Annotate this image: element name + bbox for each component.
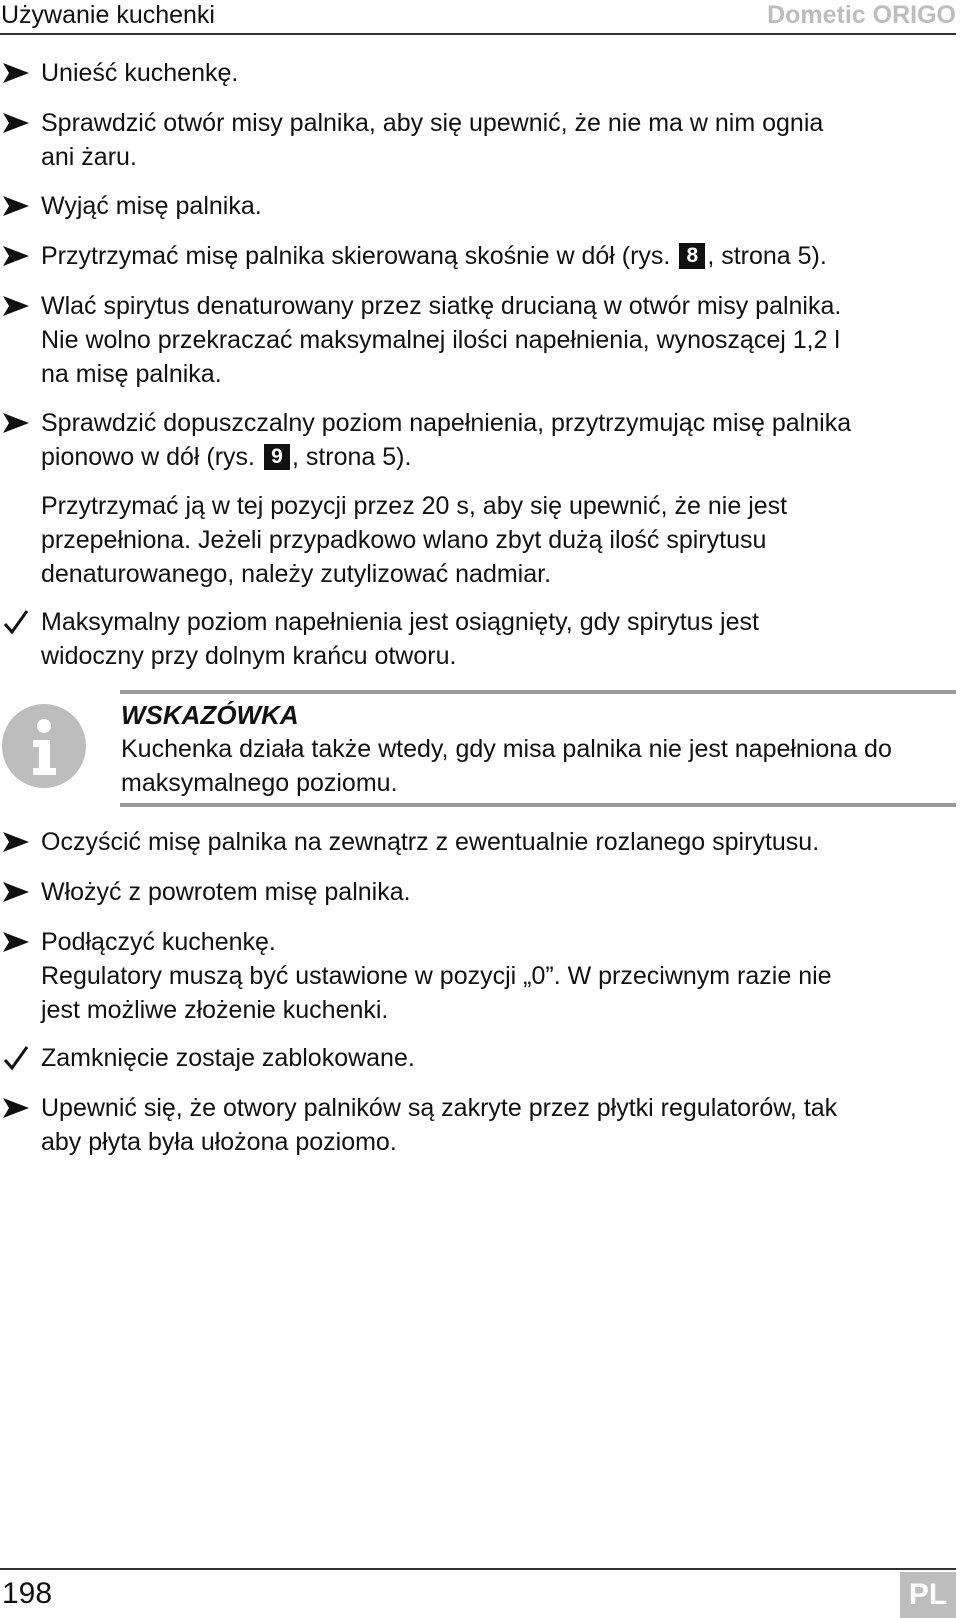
header-divider xyxy=(0,33,956,35)
step-text: Sprawdzić otwór misy palnika, aby się upewnić, że nie ma w nim ognia ani żaru. xyxy=(41,109,824,171)
step-text-before: Sprawdzić dopuszczalny poziom napełnienia, przytrzymując misę palnika pionowo w dół (rys. xyxy=(41,409,852,471)
footer-divider xyxy=(0,1568,956,1570)
step-text: Włożyć z powrotem misę palnika. xyxy=(41,878,411,906)
info-icon xyxy=(0,702,88,790)
step-text-before: Przytrzymać misę palnika skierowaną skośnie w dół (rys. xyxy=(41,242,671,270)
instruction-step xyxy=(0,1091,960,1159)
instruction-step xyxy=(0,925,960,1027)
section-title: Używanie kuchenki xyxy=(1,1,215,29)
note-box xyxy=(0,690,960,806)
note-body: Kuchenka działa także wtedy, gdy misa palnika nie jest napełniona do maksymalnego poziomu. xyxy=(121,735,892,797)
check-icon xyxy=(2,605,36,639)
arrow-icon xyxy=(2,289,36,323)
step-text xyxy=(41,239,953,273)
note-divider-top xyxy=(120,690,956,694)
step-text: Oczyścić misę palnika na zewnątrz z ewentualnie rozlanego spirytusu. xyxy=(41,828,820,856)
step-text: Wlać spirytus denaturowany przez siatkę drucianą w otwór misy palnika. Nie wolno przekraczać maksymalnej ilości napełnienia, wynoszącej 1,2 l na misę palnika. xyxy=(41,292,842,388)
instruction-step xyxy=(0,289,960,391)
arrow-icon xyxy=(2,406,36,440)
result-item xyxy=(0,605,960,673)
arrow-icon xyxy=(2,106,36,140)
instruction-step xyxy=(0,106,960,174)
step-text: Unieść kuchenkę. xyxy=(41,59,239,87)
page-header xyxy=(0,0,960,36)
figure-reference: 9 xyxy=(264,444,290,470)
check-icon xyxy=(2,1041,36,1075)
note-divider-bottom xyxy=(120,803,956,807)
brand-name: Dometic ORIGO xyxy=(767,1,956,29)
result-text: Maksymalny poziom napełnienia jest osiągnięty, gdy spirytus jest widoczny przy dolnym krańcu otworu. xyxy=(41,608,759,670)
instruction-step xyxy=(0,189,960,223)
language-badge: PL xyxy=(900,1572,956,1618)
instruction-step xyxy=(0,406,960,474)
step-text: Podłączyć kuchenkę. Regulatory muszą być ustawione w pozycji „0”. W przeciwnym razie nie jest możliwe złożenie kuchenki. xyxy=(41,928,832,1024)
step-continuation xyxy=(0,489,960,591)
arrow-icon xyxy=(2,189,36,223)
arrow-icon xyxy=(2,56,36,90)
step-text-after: , strona 5). xyxy=(291,443,412,471)
step-text: Wyjąć misę palnika. xyxy=(41,192,262,220)
note-title: WSKAZÓWKA xyxy=(121,700,299,730)
instruction-step xyxy=(0,239,960,273)
arrow-icon xyxy=(2,1091,36,1125)
figure-reference: 8 xyxy=(679,243,705,269)
step-text: Upewnić się, że otwory palników są zakryte przez płytki regulatorów, tak aby płyta była ułożona poziomo. xyxy=(41,1094,838,1156)
step-text xyxy=(41,406,953,474)
step-text-after: , strona 5). xyxy=(707,242,827,270)
page-number: 198 xyxy=(2,1577,53,1610)
instruction-step xyxy=(0,56,960,90)
arrow-icon xyxy=(2,925,36,959)
instruction-step xyxy=(0,875,960,909)
instruction-step xyxy=(0,825,960,859)
result-text: Zamknięcie zostaje zablokowane. xyxy=(41,1044,415,1072)
result-item xyxy=(0,1041,960,1075)
arrow-icon xyxy=(2,239,36,273)
step-text: Przytrzymać ją w tej pozycji przez 20 s, aby się upewnić, że nie jest przepełniona. Jeżeli przypadkowo wlano zbyt dużą ilość spirytusu denaturowanego, należy zutylizować nadmiar. xyxy=(41,492,788,588)
arrow-icon xyxy=(2,825,36,859)
arrow-icon xyxy=(2,875,36,909)
